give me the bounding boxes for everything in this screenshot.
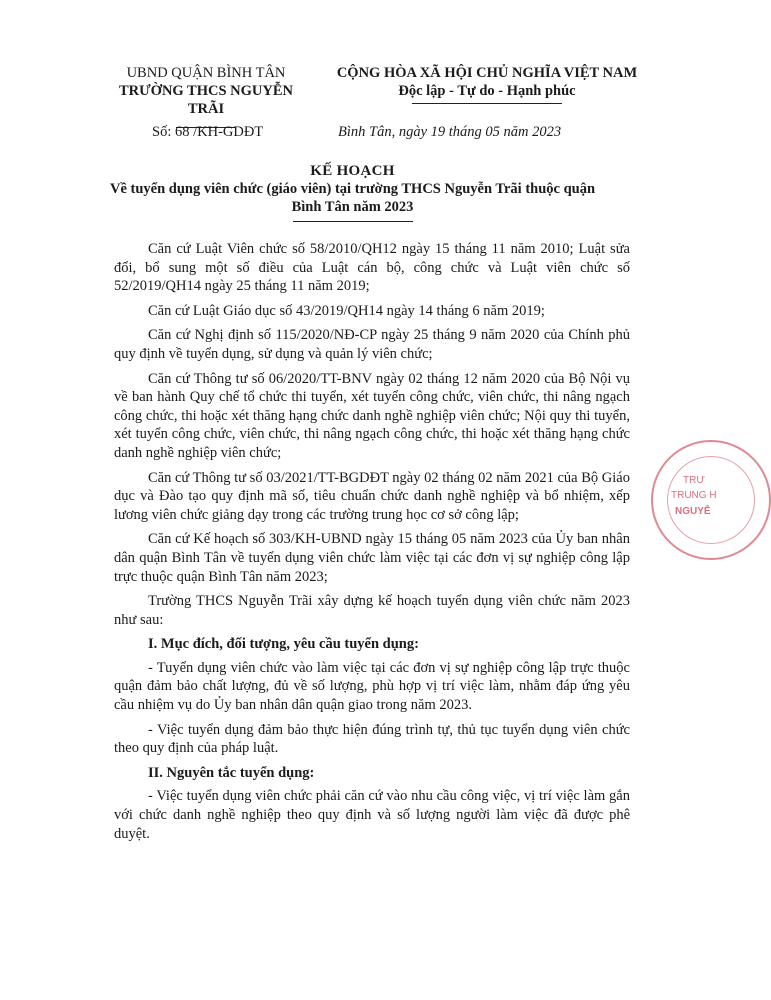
title-underline	[293, 221, 413, 222]
seal-text: NGUYỄ	[675, 506, 711, 517]
national-motto: Độc lập - Tự do - Hạnh phúc	[398, 83, 576, 99]
purpose-paragraph: - Tuyển dụng viên chức vào làm việc tại các đơn vị sự nghiệp công lập trực thuộc quận đảm bảo chất lượng, đủ về số lượng, phù hợp vị trí việc làm, nhằm đáp ứng yêu cầu nhiệm vụ do Ủy ban nhân dân quận giao trong năm 2023.	[114, 659, 630, 714]
legal-basis-paragraph: Căn cứ Thông tư số 03/2021/TT-BGDĐT ngày 02 tháng 02 năm 2021 của Bộ Giáo dục và Đào tạo quy định mã số, tiêu chuẩn chức danh nghề nghiệp và bổ nhiệm, xếp lương viên chức giảng dạy trong các trường trung học cơ sở công lập;	[114, 469, 630, 523]
legal-basis-paragraph: Căn cứ Luật Viên chức số 58/2010/QH12 ngày 15 tháng 11 năm 2010; Luật sửa đổi, bổ sung một số điều của Luật cán bộ, công chức và Luật viên chức số 52/2019/QH14 ngày 25 tháng 11 năm 2019;	[114, 241, 630, 295]
document-title: KẾ HOẠCH	[310, 163, 395, 179]
document-subtitle-line-2: Bình Tân năm 2023	[291, 199, 414, 215]
national-title-block	[322, 64, 652, 104]
legal-basis-paragraph: Căn cứ Thông tư số 06/2020/TT-BNV ngày 02 tháng 12 năm 2020 của Bộ Nội vụ về ban hành Quy chế tổ chức thi tuyển, xét tuyển công chức, viên chức, thi nâng ngạch công chức, thi hoặc xét thăng hạng chức danh nghề nghiệp viên chức; Nội quy thi tuyển, xét tuyển công chức, viên chức, thi nâng ngạch công chức, thi hoặc xét thăng hạng chức danh nghề nghiệp viên chức;	[114, 370, 630, 461]
document-number: Số: 68 /KH-GDĐT	[152, 124, 264, 140]
section-heading-purpose: I. Mục đích, đối tượng, yêu cầu tuyển dụng:	[148, 636, 419, 653]
legal-basis-paragraph: Căn cứ Nghị định số 115/2020/NĐ-CP ngày 25 tháng 9 năm 2020 của Chính phủ quy định về tuyển dụng, sử dụng và quản lý viên chức;	[114, 327, 630, 362]
document-body	[114, 240, 630, 849]
legal-basis-paragraph: Căn cứ Luật Giáo dục số 43/2019/QH14 ngày 14 tháng 6 năm 2019;	[148, 302, 545, 319]
nation-name: CỘNG HÒA XÃ HỘI CHỦ NGHĨA VIỆT NAM	[336, 65, 638, 81]
official-seal-stamp	[651, 440, 771, 560]
document-subtitle-line-1: Về tuyển dụng viên chức (giáo viên) tại trường THCS Nguyễn Trãi thuộc quận	[109, 181, 596, 197]
seal-text: TRƯ	[683, 475, 705, 486]
purpose-paragraph: - Việc tuyển dụng đảm bảo thực hiện đúng trình tự, thủ tục tuyển dụng viên chức theo quy định của pháp luật.	[114, 721, 630, 757]
document-title-block	[95, 162, 610, 222]
seal-text: TRUNG H	[671, 490, 717, 501]
principles-paragraph: - Việc tuyển dụng viên chức phải căn cứ vào nhu cầu công việc, vị trí việc làm gắn với chức danh nghề nghiệp theo quy định và số lượng người làm việc đã được phê duyệt.	[114, 788, 630, 842]
issuing-agency-block	[100, 64, 312, 128]
intro-paragraph: Trường THCS Nguyễn Trãi xây dựng kế hoạch tuyển dụng viên chức năm 2023 như sau:	[114, 593, 630, 628]
school-name: TRƯỜNG THCS NGUYỄN TRÃI	[118, 83, 294, 117]
section-heading-principles: II. Nguyên tắc tuyển dụng:	[148, 764, 315, 781]
legal-basis-paragraph: Căn cứ Kế hoạch số 303/KH-UBND ngày 15 tháng 05 năm 2023 của Ủy ban nhân dân quận Bình Tân về tuyển dụng viên chức làm việc tại các đơn vị sự nghiệp công lập trực thuộc quận Bình Tân năm 2023;	[114, 531, 630, 585]
motto-underline	[412, 103, 562, 104]
district-committee-name: UBND QUẬN BÌNH TÂN	[126, 65, 286, 81]
place-and-date: Bình Tân, ngày 19 tháng 05 năm 2023	[338, 124, 562, 140]
